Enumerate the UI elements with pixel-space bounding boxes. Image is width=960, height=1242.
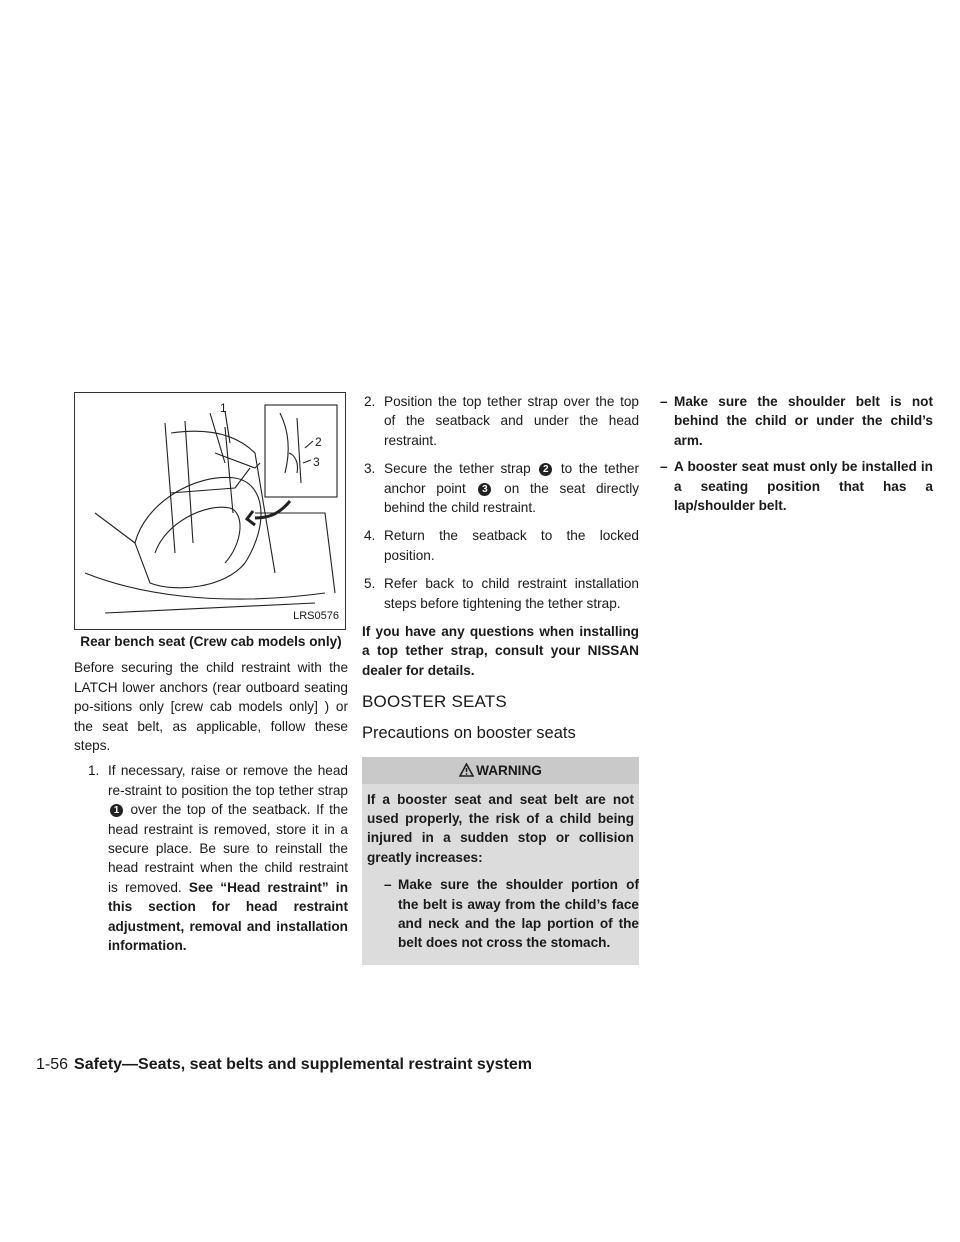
- middle-column: [362, 392, 639, 965]
- right-column: [652, 392, 933, 522]
- circled-number-1-icon: 1: [110, 804, 123, 817]
- step-number: 1.: [88, 763, 100, 779]
- warning-triangle-icon: [459, 763, 474, 777]
- warning-bullet: – A booster seat must only be installed in a seating position that has a lap/shoulder belt.: [660, 459, 933, 514]
- section-title: BOOSTER SEATS: [362, 692, 507, 712]
- callout-2: 2: [315, 435, 322, 449]
- steps-list-2: [362, 392, 639, 613]
- step-text: to the tether anchor point: [384, 461, 639, 496]
- warning-body: If a booster seat and seat belt are not used properly, the risk of a child being injured in a sudden stop or collision greatly increases:: [367, 791, 634, 865]
- figure-caption: Rear bench seat (Crew cab models only): [80, 634, 342, 649]
- step-number: 2.: [364, 394, 376, 409]
- step-number: 3.: [364, 461, 376, 477]
- warning-box: [362, 757, 639, 965]
- step-1: [74, 761, 348, 955]
- step-text: over the top of the seatback. If the head restraint is removed, store it in a secure place. Be sure to reinstall the head restraint when the child restraint is removed.: [108, 802, 349, 895]
- step-text: Return the seatback to the locked position.: [384, 528, 639, 563]
- step-3: [362, 459, 639, 517]
- page-number: 1-56: [36, 1056, 69, 1073]
- dealer-note: If you have any questions when installing a top tether strap, consult your NISSAN dealer for details.: [362, 624, 639, 678]
- bullet-text: A booster seat must only be installed in a seating position that has a lap/shoulder belt.: [674, 459, 933, 514]
- step-text: on the seat directly behind the child restraint.: [384, 480, 640, 516]
- step-5: [362, 574, 639, 613]
- warning-bullet: – Make sure the shoulder belt is not behind the child or under the child’s arm.: [660, 394, 933, 448]
- page-footer: [36, 1056, 532, 1074]
- circled-number-3-icon: 3: [478, 483, 491, 496]
- chapter-title: Safety—Seats, seat belts and supplemental restraint system: [74, 1056, 532, 1073]
- step-text: Refer back to child restraint installation steps before tightening the tether strap.: [384, 576, 639, 611]
- callout-1: 1: [220, 401, 227, 415]
- steps-list-1: [74, 761, 348, 955]
- step-number: 5.: [364, 576, 376, 592]
- figure-code: LRS0576: [293, 609, 339, 622]
- callout-3: 3: [313, 455, 320, 469]
- left-column: [74, 392, 348, 965]
- step-4: [362, 526, 639, 565]
- step-text: Position the top tether strap over the top of the seatback and under the head restraint.: [384, 394, 639, 448]
- rear-bench-seat-drawing: [75, 393, 345, 629]
- warning-header: [362, 757, 639, 783]
- step-number: 4.: [364, 528, 376, 544]
- step-text: Secure the tether strap: [384, 461, 531, 477]
- bullet-text: Make sure the shoulder portion of the belt is away from the child’s face and neck and the lap portion of the belt does not cross the stomach.: [398, 877, 639, 951]
- subsection-title: Precautions on booster seats: [362, 723, 576, 742]
- step-2: [362, 392, 639, 450]
- warning-bullet: – Make sure the shoulder portion of the belt is away from the child’s face and neck and the lap portion of the belt does not cross the stomach.: [384, 877, 639, 951]
- intro-paragraph: Before securing the child restraint with the LATCH lower anchors (rear outboard seating po-sitions only [crew cab models only] ) or the seat belt, as applicable, follow these steps.: [74, 660, 348, 754]
- bullet-text: Make sure the shoulder belt is not behind the child or under the child’s arm.: [674, 394, 933, 448]
- cross-reference: See “Head restraint” in this section for head restraint adjustment, removal and installation information.: [108, 879, 348, 954]
- circled-number-2-icon: 2: [539, 463, 552, 476]
- warning-title: WARNING: [476, 763, 542, 779]
- step-text: If necessary, raise or remove the head re-straint to position the top tether strap: [108, 763, 348, 798]
- seat-illustration: [74, 392, 346, 630]
